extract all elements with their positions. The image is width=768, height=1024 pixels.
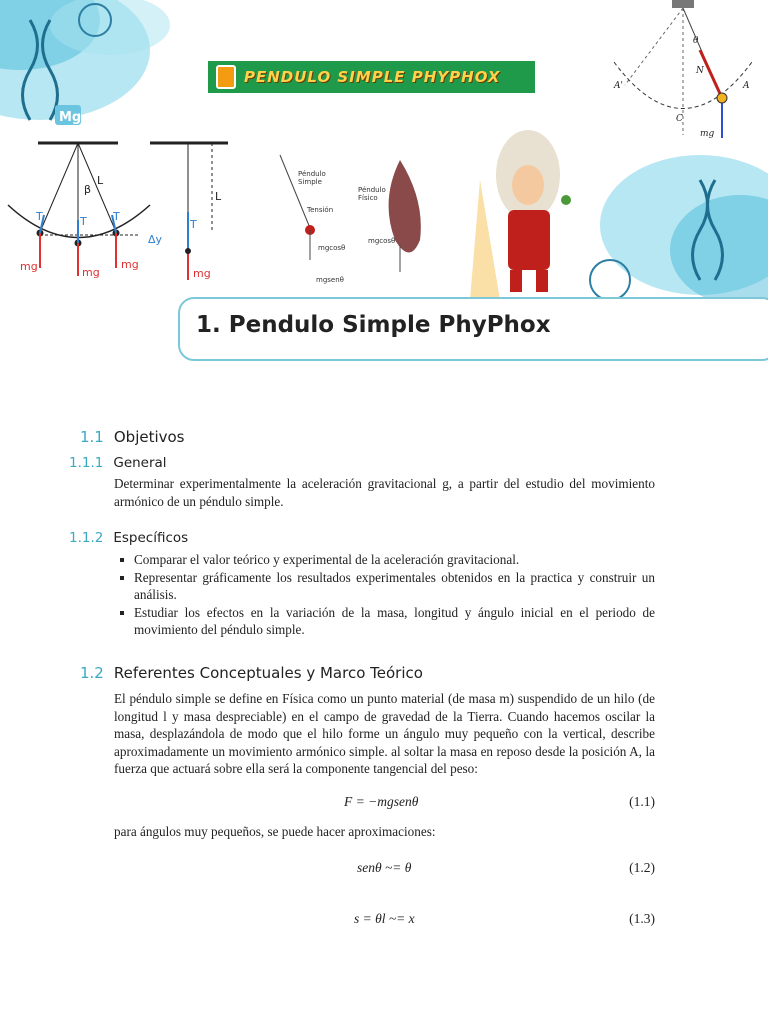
subsection-title: Específicos [113,530,189,546]
svg-text:Físico: Físico [358,194,378,202]
subsection-number: 1.1.2 [69,530,104,546]
svg-text:T: T [36,210,43,223]
general-paragraph: Determinar experimentalmente la aceleración gravitacional g, a partir del estudio del movimiento armónico de un péndulo simple. [114,476,655,509]
pendulum-force-diagram [613,0,752,139]
svg-text:C: C [676,114,683,124]
svg-text:A: A [743,81,750,91]
svg-text:Tensión: Tensión [307,206,334,214]
section-number: 1.1 [80,428,104,446]
watercolor-splash-left [0,0,170,120]
equation-number: (1.1) [629,794,655,809]
objectives-list [114,551,655,639]
pendulum-diagram-simple-physical [280,155,421,284]
svg-text:N: N [696,66,704,76]
subsection-number: 1.1.1 [69,455,104,471]
header-illustration [0,0,768,300]
subsection-heading-general [69,455,167,471]
subsection-title: General [113,455,167,471]
equation-number: (1.3) [629,911,655,926]
svg-text:mg: mg [193,267,211,280]
phone-icon [216,65,236,89]
svg-text:mgsenθ: mgsenθ [316,276,344,284]
svg-text:Mg: Mg [59,110,82,125]
equation-1-1 [114,794,655,814]
svg-text:A': A' [614,81,623,91]
mg-tag [55,105,81,125]
banner-title: PENDULO SIMPLE PHYPHOX [244,68,501,86]
svg-text:T: T [113,210,120,223]
section-heading-objetivos [80,428,185,446]
equation-expression: s = θl ~= x [354,911,415,926]
equation-expression: senθ ~= θ [357,860,412,875]
svg-text:β: β [84,183,92,196]
section-title: Referentes Conceptuales y Marco Teórico [113,664,423,682]
list-item: Representar gráficamente los resultados experimentales obtenidos en la practica y construir un análisis. [114,569,655,603]
title-banner [208,61,535,93]
newton-cartoon [470,130,571,300]
equation-expression: F = −mgsenθ [344,794,419,809]
svg-text:T: T [190,218,197,231]
svg-text:Péndulo: Péndulo [358,186,386,194]
svg-text:Simple: Simple [298,178,322,186]
svg-text:Péndulo: Péndulo [298,170,326,178]
pendulum-diagram-arc [8,143,163,279]
svg-text:θ: θ [693,36,699,46]
section-number: 1.2 [80,664,104,682]
list-item: Comparar el valor teórico y experimental de la aceleración gravitacional. [114,551,655,568]
svg-text:Δy: Δy [148,233,163,246]
section-heading-marco-teorico [80,664,423,682]
pendulum-diagram-vertical [150,143,228,280]
svg-text:mg: mg [82,266,100,279]
watercolor-splash-right [590,155,768,300]
svg-text:mg: mg [121,258,139,271]
equation-1-2 [114,860,655,880]
theory-paragraph: El péndulo simple se define en Física como un punto material (de masa m) suspendido de un hilo (de longitud l y masa despreciable) en el campo de gravedad de la Tierra. Cuando hacemos oscilar la masa, desplazándola de modo que el hilo forme un ángulo muy pequeño con la vertical, describe aproximadamente un movimiento armónico simple. al soltar la masa en reposo desde la posición A, la fuerza que actuará sobre ella será la componente tangencial del peso: [114,691,655,776]
subsection-heading-especificos [69,530,188,546]
equation-1-3 [114,911,655,931]
svg-text:L: L [215,190,222,203]
svg-text:mgcosθ: mgcosθ [318,244,346,252]
section-title: Objetivos [113,428,185,446]
svg-text:mgcosθ: mgcosθ [368,237,396,245]
svg-text:mg: mg [700,129,715,139]
approximation-paragraph: para ángulos muy pequeños, se puede hacer aproximaciones: [114,824,436,839]
chapter-title: 1. Pendulo Simple PhyPhox [196,312,551,338]
svg-text:L: L [97,174,104,187]
svg-text:mg: mg [20,260,38,273]
equation-number: (1.2) [629,860,655,875]
svg-text:T: T [80,215,87,228]
list-item: Estudiar los efectos en la variación de la masa, longitud y ángulo inicial en el periodo de movimiento del péndulo simple. [114,604,655,638]
